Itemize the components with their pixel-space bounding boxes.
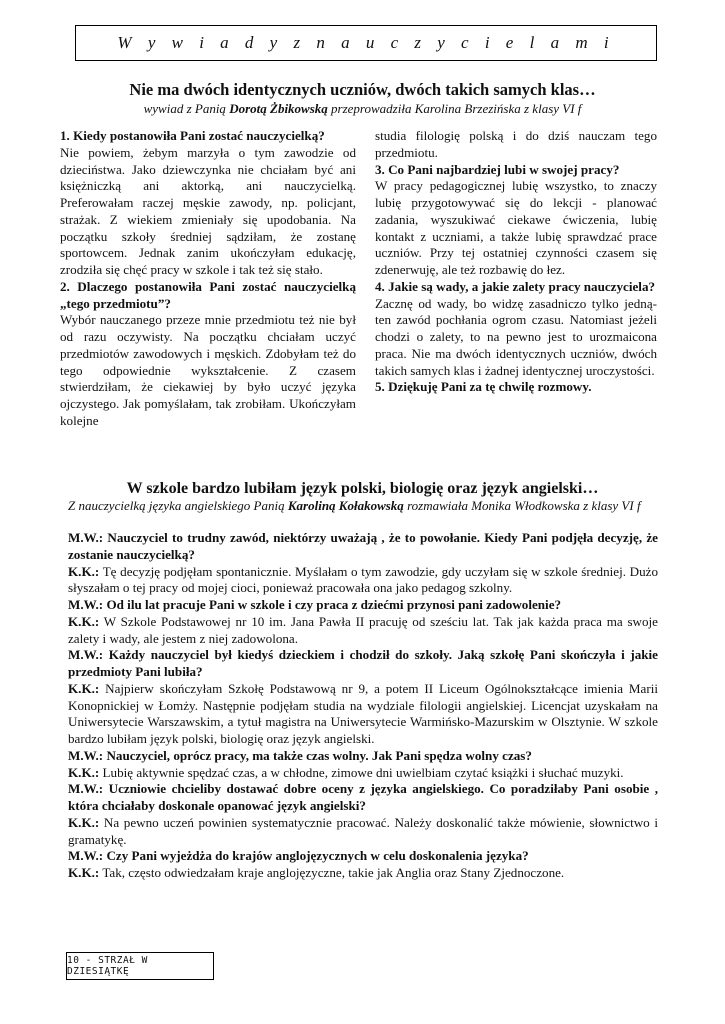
speaker-label: K.K.: xyxy=(68,814,100,830)
article2-interviewee-name: Karoliną Kołakowską xyxy=(287,498,404,513)
speaker-label: K.K.: xyxy=(68,680,100,696)
question-2: 2. Dlaczego postanowiła Pani zostać nauczycielką „tego przedmiotu”? xyxy=(60,278,356,311)
page-footer xyxy=(66,952,214,980)
question-4: 4. Jakie są wady, a jakie zalety pracy nauczyciela? xyxy=(375,278,656,294)
article1-title: Nie ma dwóch identycznych uczniów, dwóch takich samych klas… xyxy=(129,80,596,99)
article2-title: W szkole bardzo lubiłam język polski, biologię oraz język angielski… xyxy=(126,480,599,497)
speaker-label: M.W.: xyxy=(68,597,104,612)
answer-2: Wybór nauczanego przeze mnie przedmiotu też nie był od razu oczywisty. Na początku chciałam uczyć przedmiotów zawodowych i męskich. Zdobyłam też do tego odpowiednie wykształcenie. Z czasem stwierdziłam, że ciekawiej by było uczyć języka ojczystego. Jak pomyślałam, tak zrobiłam. Ukończyłam kolejne xyxy=(60,312,356,428)
article2-intro xyxy=(68,497,658,514)
answer-4: Zacznę od wady, bo widzę zasadniczo tylko jedną- ten zawód pochłania ogrom czasu. Natomiast jeżeli chodzi o zalety, to na pewno jest to urozmaicona praca. Nie ma dwóch identycznych uczniów, dwóch takich samych klas i żadnej identycznej uroczystości. xyxy=(375,295,657,378)
article2-intro-post: rozmawiała Monika Włodkowska z klasy VI f xyxy=(403,498,641,513)
speaker-label: K.K.: xyxy=(68,764,100,780)
article1-subtitle-post: przeprowadziła Karolina Brzezińska z klasy VI f xyxy=(327,101,582,116)
interview-question xyxy=(68,530,658,564)
interview-text: Tę decyzję podjęłam spontanicznie. Myślałam o tym zawodzie, gdy uczyłam się w szkole średniej. Dużo słyszałam o tej pracy od mojej cioci, ponieważ pracowała ona jako pedagog szkolny. xyxy=(68,563,658,596)
article2-interview xyxy=(68,530,658,882)
interview-text: Najpierw skończyłam Szkołę Podstawową nr 9, a potem II Liceum Ogólnokształcące imienia Marii Konopnickiej w Łomży. Następnie podjęłam studia na wydziale filologii angielskiej. Licencjat uzyskałam na Uniwersytecie Warszawskim, a tytuł magistra na Uniwersytecie Warmińsko-Mazurskim w Olsztynie. W szkole bardzo lubiłam język polski, biologię oraz język angielski. xyxy=(68,680,658,746)
interview-text: Lubię aktywnie spędzać czas, a w chłodne, zimowe dni uwielbiam czytać książki i słuchać muzyki. xyxy=(99,764,624,780)
article1-subtitle-pre: wywiad z Panią xyxy=(143,101,230,116)
interview-text: W Szkole Podstawowej nr 10 im. Jana Pawła II pracuję od sześciu lat. Tak jak każda praca ma swoje zalety i wady, ale jestem z niej zadowolona. xyxy=(68,613,658,646)
interview-answer xyxy=(68,564,658,598)
interview-text: Od ilu lat pracuje Pani w szkole i czy praca z dziećmi przynosi pani zadowolenie? xyxy=(103,597,562,612)
interview-text: Uczniowie chcieliby dostawać dobre oceny z języka angielskiego. Co poradziłaby Pani osobie , która chciałaby doskonale opanować język angielski? xyxy=(68,781,658,813)
speaker-label: K.K.: xyxy=(68,865,100,880)
interview-answer xyxy=(68,865,658,882)
interview-text: Czy Pani wyjeżdża do krajów anglojęzycznych w celu doskonalenia języka? xyxy=(103,848,529,864)
article1-interviewee-name: Dorotą Żbikowską xyxy=(229,101,328,116)
interview-answer xyxy=(68,614,658,648)
interview-text: Każdy nauczyciel był kiedyś dzieckiem i chodził do szkoły. Jaką szkołę Pani skończyła i jakie przedmioty Pani lubiła? xyxy=(68,647,658,679)
article2-intro-pre: Z nauczycielką języka angielskiego Panią xyxy=(68,498,288,513)
interview-text: Nauczyciel to trudny zawód, niektórzy uważają , że to powołanie. Kiedy Pani podjęła decyzję, że zostanie nauczycielką? xyxy=(68,530,658,562)
interview-question xyxy=(68,597,658,614)
speaker-label: M.W.: xyxy=(68,747,104,763)
interview-text: Nauczyciel, oprócz pracy, ma także czas wolny. Jak Pani spędza wolny czas? xyxy=(103,747,532,763)
speaker-label: M.W.: xyxy=(68,647,104,663)
interview-question xyxy=(68,647,658,681)
speaker-label: M.W.: xyxy=(68,530,104,545)
section-title: W y w i a d y z n a u c z y c i e l a m i xyxy=(117,33,615,52)
interview-question xyxy=(68,848,658,865)
interview-answer xyxy=(68,765,658,782)
speaker-label: M.W.: xyxy=(68,781,104,797)
closing-line: 5. Dziękuję Pani za tę chwilę rozmowy. xyxy=(375,379,592,395)
speaker-label: K.K.: xyxy=(68,563,100,579)
footer-label: 10 - STRZAŁ W DZIESIĄTKĘ xyxy=(67,955,148,977)
interview-text: Na pewno uczeń powinien systematycznie pracować. Należy doskonalić także mówienie, słownictwo i gramatykę. xyxy=(68,814,658,847)
speaker-label: M.W.: xyxy=(68,848,104,864)
article1-right-column xyxy=(375,128,657,396)
answer-1: Nie powiem, żebym marzyła o tym zawodzie od dzieciństwa. Jako dziewczynka nie chciałam być ani księżniczką ani aktorką, ani nauczycielką. Preferowałam raczej męskie zawody, np. policjant, strażak. Z wiekiem zmieniały się upodobania. Na początku szkoły średniej sądziłam, że zostanę sportowcem. Jednak zanim ukończyłam edukację, zrodziła się chęć pracy w szkole i tak też się stało. xyxy=(60,144,356,277)
article1-subtitle xyxy=(0,101,725,117)
interview-question xyxy=(68,748,658,765)
answer-2-continued: studia filologię polską i do dziś nauczam tego przedmiotu. xyxy=(375,128,657,160)
speaker-label: K.K.: xyxy=(68,613,100,629)
interview-answer xyxy=(68,815,658,849)
article1-left-column xyxy=(60,128,356,430)
question-1: 1. Kiedy postanowiła Pani zostać nauczycielką? xyxy=(60,128,325,143)
section-header xyxy=(75,25,657,61)
interview-answer xyxy=(68,681,658,748)
answer-3: W pracy pedagogicznej lubię wszystko, to znaczy lubię przygotowywać się do lekcji - planować zadania, wyszukiwać ciekawe ćwiczenia, lubię kontakt z uczniami, a także lubię sprawdzać prace uczniów. Przy tej ostatniej czynności czasem się zdenerwuję, ale też rozbawię do łez. xyxy=(375,178,657,277)
interview-question xyxy=(68,781,658,815)
question-3: 3. Co Pani najbardziej lubi w swojej pracy? xyxy=(375,161,620,177)
interview-text: Tak, często odwiedzałam kraje anglojęzyczne, takie jak Anglia oraz Stany Zjednoczone. xyxy=(99,865,565,880)
